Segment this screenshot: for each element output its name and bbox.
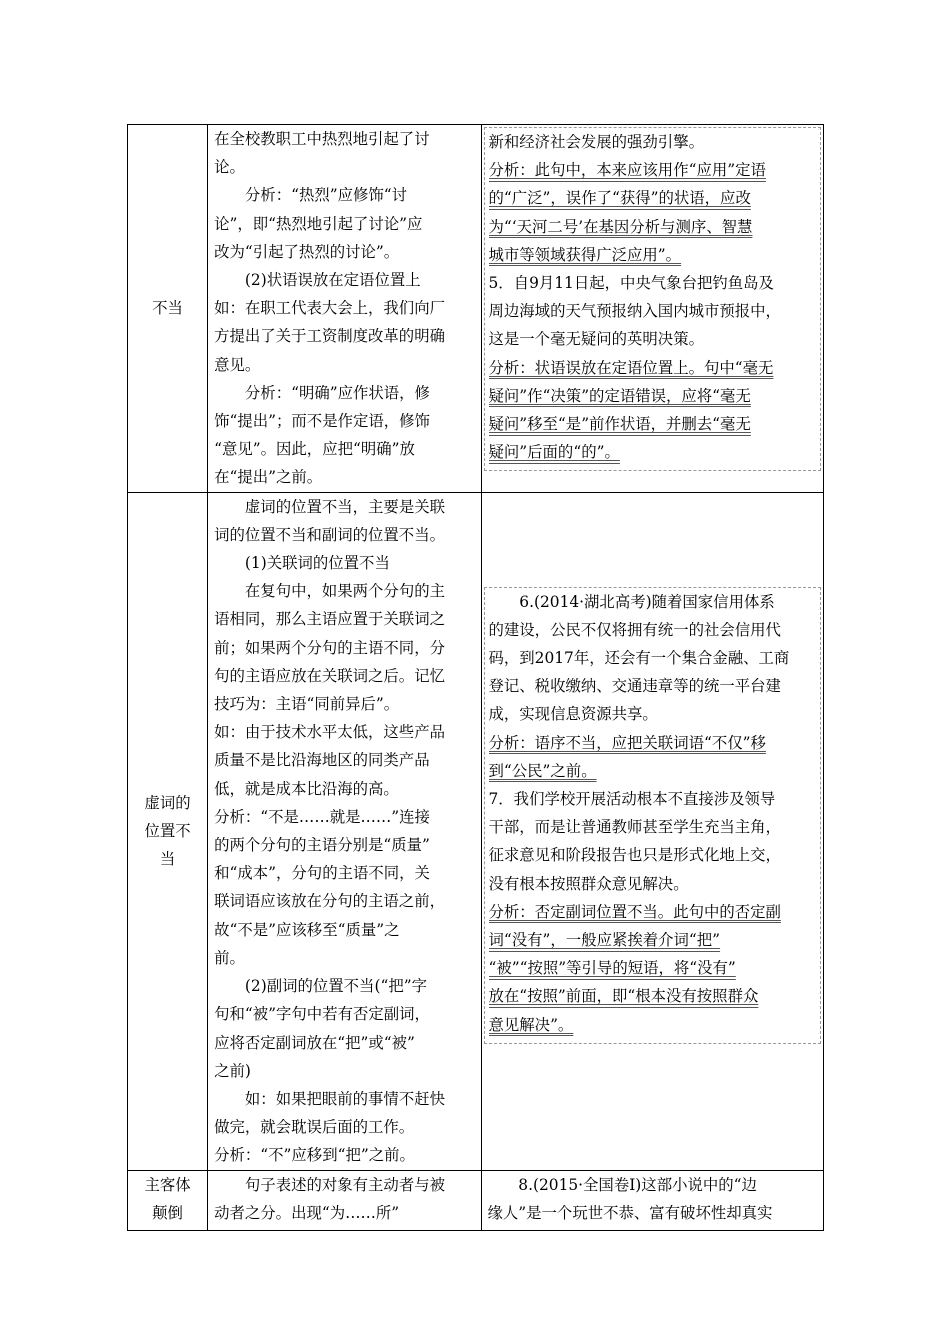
example-box	[484, 127, 822, 471]
text-line: 故“不是”应该移至“质量”之	[214, 920, 400, 939]
text-line: 5．自9月11日起，中央气象台把钓鱼岛及	[488, 274, 774, 293]
text-line: (1)关联词的位置不当	[244, 554, 390, 573]
analysis-line: 疑问”后面的“的”。	[488, 443, 620, 462]
text-line: 这是一个毫无疑问的英明决策。	[488, 330, 704, 349]
text-line: 在“提出”之前。	[214, 468, 323, 487]
text-line: 联词语应该放在分句的主语之前，	[214, 892, 445, 911]
text-line: 如：由于技术水平太低，这些产品	[214, 723, 445, 742]
explanation-cell	[208, 125, 481, 493]
text-line: 虚词的位置不当，主要是关联	[244, 497, 445, 516]
text-line: 质量不是比沿海地区的同类产品	[214, 751, 430, 770]
text-line: 做完，就会耽误后面的工作。	[214, 1118, 415, 1137]
text-line: 征求意见和阶段报告也只是形式化地上交，	[488, 846, 781, 865]
analysis-line: 城市等领域获得广泛应用”。	[488, 245, 682, 264]
text-line: (2)副词的位置不当(“把”字	[244, 977, 427, 996]
text-line: 之前)	[214, 1061, 251, 1080]
text-line: 论”，即“热烈地引起了讨论”应	[214, 214, 423, 233]
analysis-line: 分析：此句中，本来应该用作“应用”定语	[488, 161, 766, 180]
text-line: 码，到2017年，还会有一个集合金融、工商	[488, 649, 790, 668]
text-line: 如：在职工代表大会上，我们向厂	[214, 299, 445, 318]
text-line: 分析：“明确”应作状语，修	[244, 383, 430, 402]
analysis-line: 意见解决”。	[488, 1015, 574, 1034]
text-line: 句的主语应放在关联词之后。记忆	[214, 666, 445, 685]
text-line: 前；如果两个分句的主语不同，分	[214, 638, 445, 657]
example-cell	[481, 492, 824, 1170]
analysis-line: “被”“按照”等引导的短语，将“没有”	[488, 959, 736, 978]
grammar-table	[127, 124, 824, 1231]
text-line: 饰“提出”；而不是作定语，修饰	[214, 412, 430, 431]
explanation-cell	[208, 492, 481, 1170]
explanation-cell	[208, 1170, 481, 1230]
text-line: 干部，而是让普通教师甚至学生充当主角，	[488, 818, 781, 837]
text-line: 分析：“热烈”应修饰“讨	[244, 186, 408, 205]
text-line: 意见。	[214, 355, 261, 374]
text-line: 8.(2015·全国卷Ⅰ)这部小说中的“边	[518, 1175, 757, 1194]
text-line: 词的位置不当和副词的位置不当。	[214, 525, 445, 544]
text-line: 的两个分句的主语分别是“质量”	[214, 836, 430, 855]
text-line: 没有根本按照群众意见解决。	[488, 874, 689, 893]
text-line: 方提出了关于工资制度改革的明确	[214, 327, 445, 346]
text-line: 登记、税收缴纳、交通违章等的统一平台建	[488, 677, 781, 696]
text-line: 如：如果把眼前的事情不赶快	[244, 1089, 445, 1108]
analysis-line: 为“‘天河二号’在基因分析与测序、智慧	[488, 217, 753, 236]
category-label: 不当	[152, 299, 183, 318]
text-line: 句子表述的对象有主动者与被	[244, 1175, 445, 1194]
analysis-line: 分析：否定副词位置不当。此句中的否定副	[488, 902, 781, 921]
analysis-line: 分析：状语误放在定语位置上。句中“毫无	[488, 358, 774, 377]
analysis-line: 疑问”移至“是”前作状语，并删去“毫无	[488, 415, 751, 434]
text-line: 的建设，公民不仅将拥有统一的社会信用代	[488, 620, 781, 639]
analysis-line: 分析：语序不当，应把关联词语“不仅”移	[488, 733, 766, 752]
text-line: 在复句中，如果两个分句的主	[244, 582, 445, 601]
text-line: 缘人”是一个玩世不恭、富有破坏性却真实	[487, 1203, 773, 1222]
analysis-line: 到“公民”之前。	[488, 761, 597, 780]
text-line: 6.(2014·湖北高考)随着国家信用体系	[519, 592, 775, 611]
analysis-line: 放在“按照”前面，即“根本没有按照群众	[488, 987, 759, 1006]
category-cell	[128, 125, 208, 493]
analysis-line: 词“没有”，一般应紧挨着介词“把”	[488, 931, 721, 950]
analysis-line: 的“广泛”，误作了“获得”的状语，应改	[488, 189, 751, 208]
text-line: 成，实现信息资源共享。	[488, 705, 658, 724]
analysis-line: 疑问”作“决策”的定语错误，应将“毫无	[488, 386, 751, 405]
example-cell	[481, 125, 824, 493]
table-row	[128, 492, 824, 1170]
text-line: 周边海域的天气预报纳入国内城市预报中，	[488, 302, 781, 321]
example-cell	[481, 1170, 824, 1230]
text-line: 改为“引起了热烈的讨论”。	[214, 242, 400, 261]
category-cell	[128, 1170, 208, 1230]
text-line: 分析：“不”应移到“把”之前。	[214, 1146, 415, 1165]
text-line: 语相同，那么主语应置于关联词之	[214, 610, 445, 629]
table-row	[128, 1170, 824, 1230]
category-cell	[128, 492, 208, 1170]
text-line: 分析：“不是……就是……”连接	[214, 807, 430, 826]
text-line: 7．我们学校开展活动根本不直接涉及领导	[488, 790, 776, 809]
text-line: 和“成本”，分句的主语不同，关	[214, 864, 430, 883]
example-box	[484, 587, 822, 1044]
text-line: 在全校教职工中热烈地引起了讨	[214, 130, 430, 148]
text-line: 低，就是成本比沿海的高。	[214, 779, 399, 798]
text-line: (2)状语误放在定语位置上	[244, 271, 421, 290]
text-line: 前。	[214, 948, 245, 967]
text-line: “意见”。因此，应把“明确”放	[214, 440, 415, 459]
text-line: 论。	[214, 158, 245, 177]
category-label: 虚词的位置不当	[144, 793, 191, 868]
text-line: 应将否定副词放在“把”或“被”	[214, 1033, 415, 1052]
text-line: 新和经济社会发展的强劲引擎。	[488, 133, 704, 151]
text-line: 动者之分。出现“为……所”	[214, 1203, 400, 1222]
category-label: 主客体颠倒	[144, 1175, 191, 1222]
text-line: 句和“被”字句中若有否定副词，	[214, 1005, 430, 1024]
table-row	[128, 125, 824, 493]
text-line: 技巧为：主语“同前异后”。	[214, 695, 400, 714]
